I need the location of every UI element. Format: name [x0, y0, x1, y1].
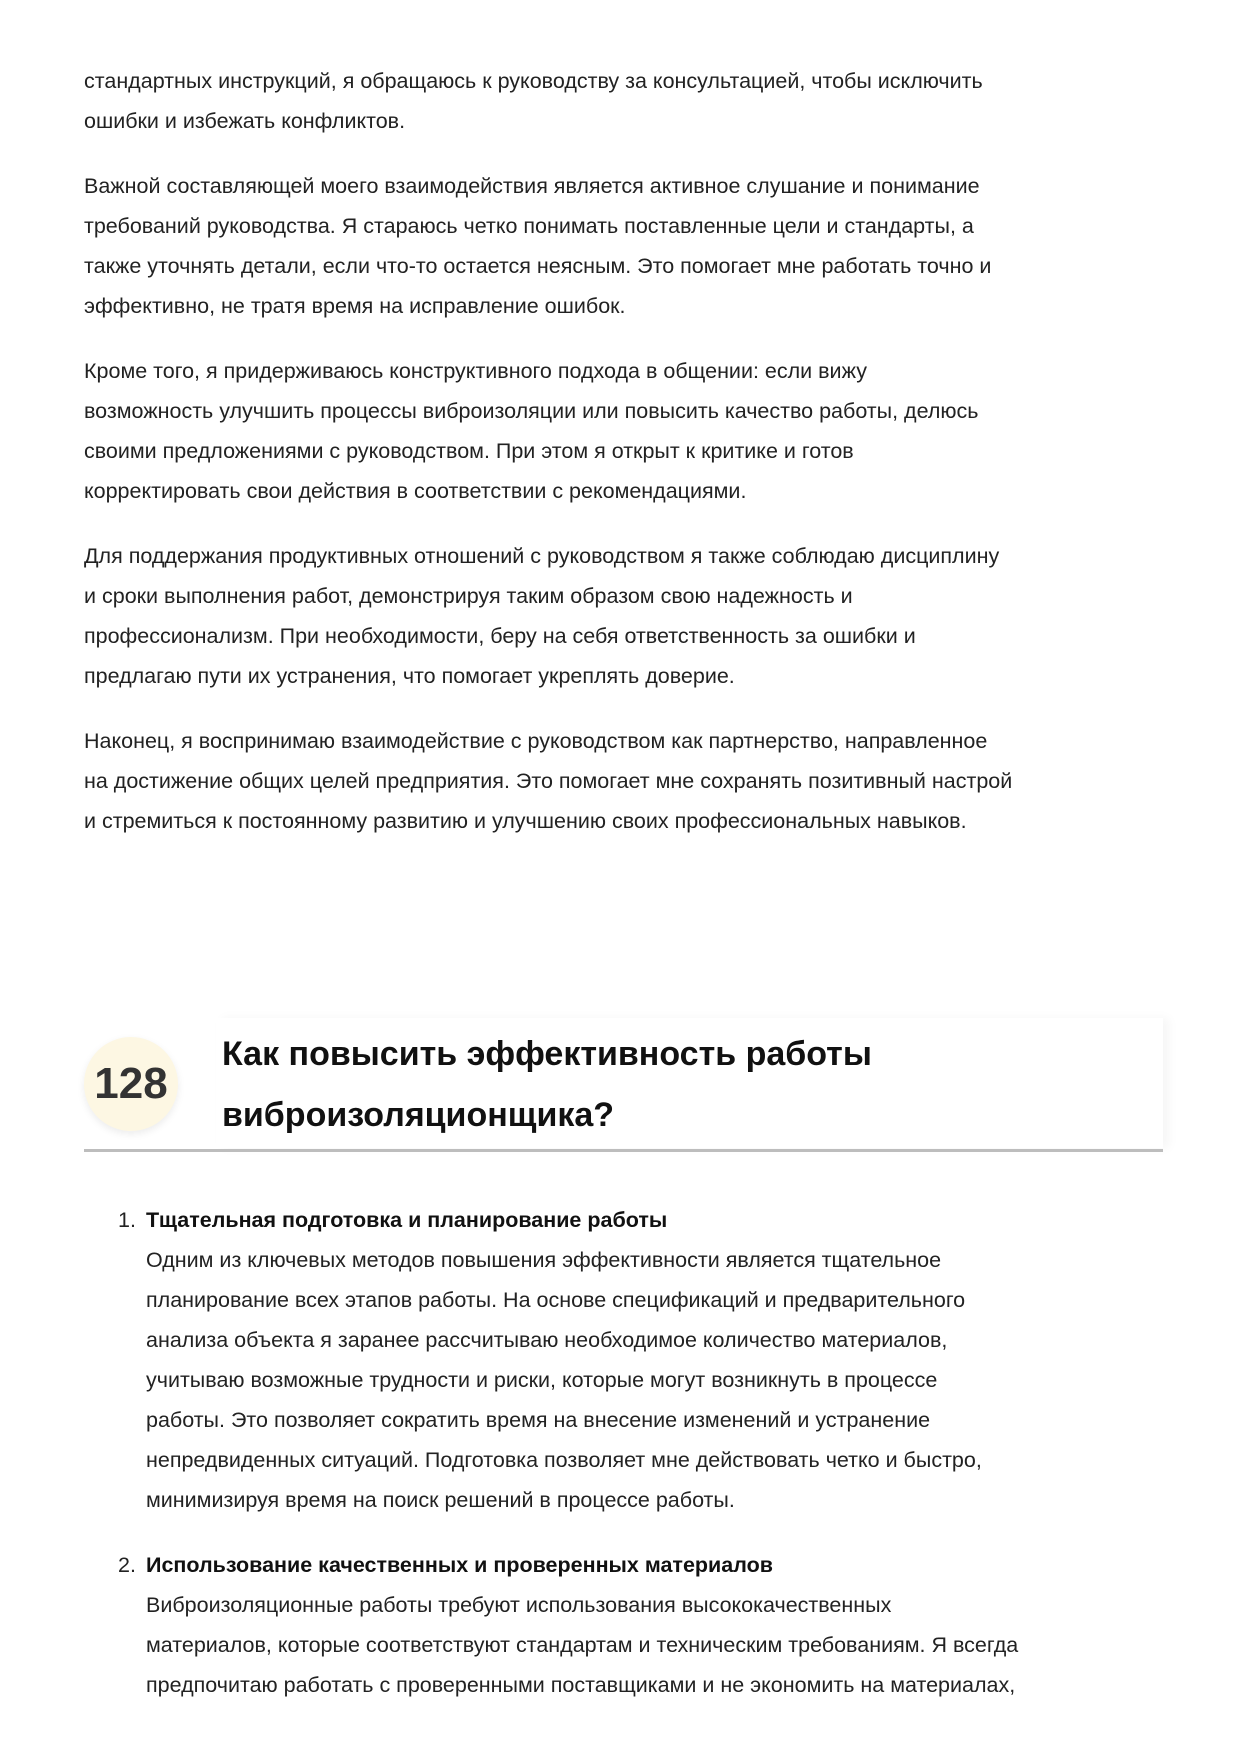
text-line: также уточнять детали, если что-то остается неясным. Это помогает мне работать точно и — [84, 254, 992, 278]
list-item-text-line: анализа объекта я заранее рассчитываю необходимое количество материалов, — [146, 1328, 948, 1352]
list-item-title: Тщательная подготовка и планирование работы — [146, 1208, 668, 1232]
list-item — [118, 1200, 1178, 1520]
text-line: ошибки и избежать конфликтов. — [84, 109, 406, 133]
list-item-text-line: работы. Это позволяет сократить время на внесение изменений и устранение — [146, 1408, 931, 1432]
text-line: стандартных инструкций, я обращаюсь к руководству за консультацией, чтобы исключить — [84, 69, 983, 93]
list-item-text-line: минимизируя время на поиск решений в процессе работы. — [146, 1488, 735, 1512]
section-divider — [84, 1149, 1163, 1152]
text-line: Важной составляющей моего взаимодействия является активное слушание и понимание — [84, 174, 980, 198]
paragraph — [84, 166, 1174, 326]
paragraph — [84, 536, 1174, 696]
text-line: Кроме того, я придерживаюсь конструктивного подхода в общении: если вижу — [84, 359, 867, 383]
text-line: и стремиться к постоянному развитию и улучшению своих профессиональных навыков. — [84, 809, 967, 833]
list-item-text-line: материалов, которые соответствуют стандартам и техническим требованиям. Я всегда — [146, 1633, 1019, 1657]
text-line: Для поддержания продуктивных отношений с руководством я также соблюдаю дисциплину — [84, 544, 1000, 568]
text-line: требований руководства. Я стараюсь четко понимать поставленные цели и стандарты, а — [84, 214, 974, 238]
text-line: эффективно, не тратя время на исправление ошибок. — [84, 294, 626, 318]
list-item-number: 2. — [118, 1553, 136, 1577]
text-line: своими предложениями с руководством. При этом я открыт к критике и готов — [84, 439, 854, 463]
text-line: предлагаю пути их устранения, что помогает укреплять доверие. — [84, 664, 735, 688]
list-item-title: Использование качественных и проверенных материалов — [146, 1553, 773, 1577]
text-line: корректировать свои действия в соответствии с рекомендациями. — [84, 479, 747, 503]
paragraph — [84, 721, 1174, 841]
section-number-badge: 128 — [84, 1037, 178, 1131]
paragraph — [84, 351, 1174, 511]
text-line: на достижение общих целей предприятия. Это помогает мне сохранять позитивный настрой — [84, 769, 1013, 793]
list-item-text-line: Виброизоляционные работы требуют использования высококачественных — [146, 1593, 892, 1617]
text-line: возможность улучшить процессы виброизоляции или повысить качество работы, делюсь — [84, 399, 979, 423]
section-title-line: Как повысить эффективность работы — [222, 1035, 872, 1073]
list-item-text-line: Одним из ключевых методов повышения эффективности является тщательное — [146, 1248, 942, 1272]
text-line: Наконец, я воспринимаю взаимодействие с руководством как партнерство, направленное — [84, 729, 988, 753]
text-line: профессионализм. При необходимости, беру на себя ответственность за ошибки и — [84, 624, 916, 648]
numbered-list — [118, 1200, 1178, 1730]
section-heading — [84, 1018, 1163, 1151]
list-item-text-line: учитываю возможные трудности и риски, которые могут возникнуть в процессе — [146, 1368, 938, 1392]
paragraph — [84, 61, 1174, 141]
list-item-number: 1. — [118, 1208, 136, 1232]
text-line: и сроки выполнения работ, демонстрируя таким образом свою надежность и — [84, 584, 853, 608]
intro-text — [84, 61, 1174, 866]
list-item-text-line: планирование всех этапов работы. На основе спецификаций и предварительного — [146, 1288, 966, 1312]
section-title — [222, 1024, 872, 1146]
list-item-text-line: предпочитаю работать с проверенными поставщиками и не экономить на материалах, — [146, 1673, 1016, 1697]
list-item — [118, 1545, 1178, 1705]
section-title-line: виброизоляционщика? — [222, 1096, 615, 1134]
list-item-text-line: непредвиденных ситуаций. Подготовка позволяет мне действовать четко и быстро, — [146, 1448, 982, 1472]
